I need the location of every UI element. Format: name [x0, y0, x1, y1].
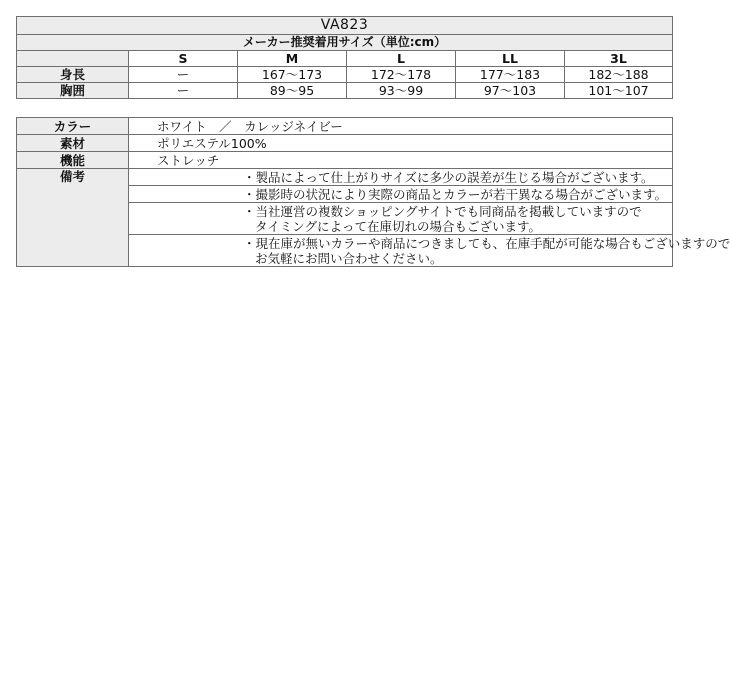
- table-cell: 93〜99: [347, 83, 456, 99]
- table-row: [17, 83, 673, 99]
- table-cell: 97〜103: [456, 83, 565, 99]
- table-cell: 177〜183: [456, 67, 565, 83]
- size-header-corner: [17, 51, 129, 67]
- remark-line: ・撮影時の状況により実際の商品とカラーが若干異なる場合がございます。: [243, 186, 668, 202]
- remark-line: ・現在庫が無いカラーや商品につきましても、在庫手配が可能な場合もございますので: [243, 235, 730, 251]
- remark-item: [129, 203, 673, 235]
- size-chart-subtitle: メーカー推奨着用サイズ（単位:cm）: [17, 35, 673, 51]
- size-header-l: L: [347, 51, 456, 67]
- color-label: カラー: [17, 118, 129, 135]
- remark-line: ・製品によって仕上がりサイズに多少の誤差が生じる場合がございます。: [243, 169, 654, 185]
- table-row: [17, 135, 673, 152]
- size-header-ll: LL: [456, 51, 565, 67]
- product-code: VA823: [17, 17, 673, 35]
- color-value: ホワイト ／ カレッジネイビー: [129, 118, 673, 135]
- remark-line-continued: お気軽にお問い合わせください。: [255, 250, 443, 266]
- row-label-chest: 胸囲: [17, 83, 129, 99]
- table-cell: 89〜95: [238, 83, 347, 99]
- table-row: [17, 169, 673, 186]
- remark-item: [129, 186, 673, 203]
- remark-item: [129, 169, 673, 186]
- size-chart-table: [16, 16, 673, 99]
- remark-item: [129, 235, 730, 267]
- table-row: [17, 152, 673, 169]
- table-cell: ー: [129, 83, 238, 99]
- function-value: ストレッチ: [129, 152, 673, 169]
- product-details-table: [16, 117, 730, 267]
- table-cell: 167〜173: [238, 67, 347, 83]
- remarks-label: 備考: [17, 169, 129, 267]
- table-cell: 101〜107: [565, 83, 673, 99]
- table-cell: 182〜188: [565, 67, 673, 83]
- material-value: ポリエステル100%: [129, 135, 673, 152]
- table-row: [17, 118, 673, 135]
- material-label: 素材: [17, 135, 129, 152]
- row-label-height: 身長: [17, 67, 129, 83]
- size-header-m: M: [238, 51, 347, 67]
- size-header-s: S: [129, 51, 238, 67]
- table-row: [17, 67, 673, 83]
- size-header-3l: 3L: [565, 51, 673, 67]
- remark-line: ・当社運営の複数ショッピングサイトでも同商品を掲載していますので: [243, 203, 642, 219]
- function-label: 機能: [17, 152, 129, 169]
- remark-line-continued: タイミングによって在庫切れの場合もございます。: [255, 218, 542, 234]
- table-cell: 172〜178: [347, 67, 456, 83]
- table-cell: ー: [129, 67, 238, 83]
